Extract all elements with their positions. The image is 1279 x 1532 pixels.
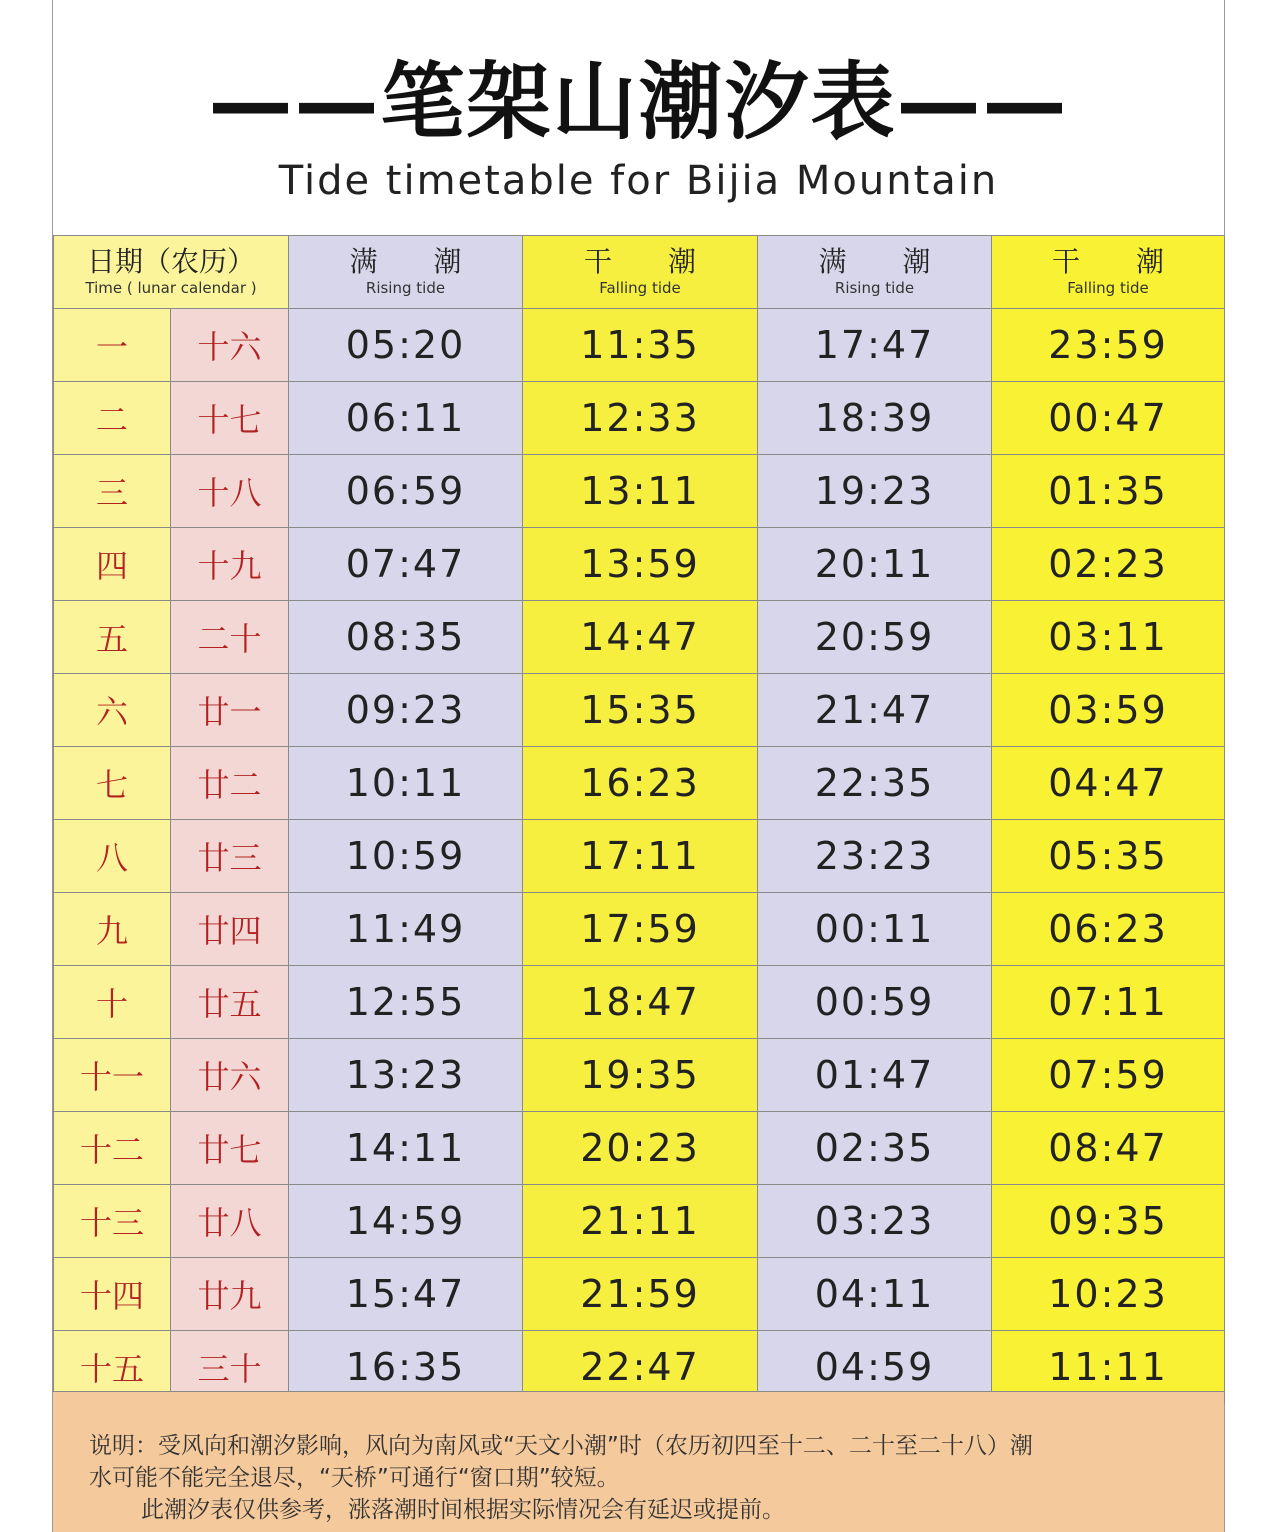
table-header-row [54,236,1225,309]
header-rising-2 [758,236,992,309]
falling-tide-1-cell-text: 18:47 [580,980,700,1024]
rising-tide-1-cell-text: 10:11 [345,761,466,805]
lunar-cell-text: 十八 [197,474,262,512]
page-subtitle: Tide timetable for Bijia Mountain [278,158,999,204]
falling-tide-1-cell [523,1112,758,1185]
falling-tide-1-cell [523,1185,758,1258]
lunar-cell-text: 三十 [197,1350,262,1388]
header-rising-cn: 满 潮 [818,245,931,278]
table-row [54,966,1225,1039]
table-row [54,309,1225,382]
falling-tide-1-cell [523,966,758,1039]
rising-tide-1-cell-text: 14:11 [345,1126,466,1170]
day-cell-text: 四 [95,547,128,585]
day-cell-text: 十一 [79,1058,144,1096]
rising-tide-1-cell [289,601,523,674]
lunar-cell-text: 廿四 [197,912,262,950]
lunar-cell [171,1039,289,1112]
rising-tide-1-cell-text: 05:20 [345,323,466,367]
rising-tide-2-cell [758,1112,992,1185]
table-row [54,1112,1225,1185]
rising-tide-1-cell [289,382,523,455]
lunar-cell-text: 廿七 [197,1131,262,1169]
falling-tide-2-cell-text: 05:35 [1048,834,1168,878]
falling-tide-1-cell [523,528,758,601]
falling-tide-2-cell-text: 01:35 [1048,469,1168,513]
rising-tide-1-cell [289,1185,523,1258]
falling-tide-1-cell-text: 21:11 [580,1199,700,1243]
rising-tide-2-cell-text: 20:59 [814,615,935,659]
rising-tide-2-cell-text: 00:11 [814,907,935,951]
table-row [54,1039,1225,1112]
falling-tide-2-cell-text: 06:23 [1048,907,1168,951]
rising-tide-2-cell-text: 18:39 [814,396,935,440]
rising-tide-2-cell [758,893,992,966]
falling-tide-1-cell [523,674,758,747]
falling-tide-2-cell-text: 11:11 [1048,1345,1168,1389]
falling-tide-2-cell [992,309,1225,382]
falling-tide-1-cell-text: 15:35 [580,688,700,732]
day-cell [54,674,171,747]
day-cell [54,528,171,601]
day-cell [54,601,171,674]
falling-tide-1-cell-text: 17:11 [580,834,700,878]
header-date-en: Time ( lunar calendar ) [85,279,257,297]
day-cell [54,455,171,528]
rising-tide-1-cell [289,1039,523,1112]
falling-tide-1-cell [523,601,758,674]
rising-tide-1-cell [289,820,523,893]
rising-tide-1-cell [289,893,523,966]
lunar-cell [171,601,289,674]
falling-tide-2-cell-text: 07:59 [1048,1053,1168,1097]
header-falling-cn: 干 潮 [583,245,696,278]
lunar-cell-text: 廿九 [197,1277,262,1315]
falling-tide-2-cell [992,1185,1225,1258]
lunar-cell-text: 廿二 [197,766,262,804]
rising-tide-2-cell [758,747,992,820]
day-cell [54,309,171,382]
lunar-cell [171,1185,289,1258]
day-cell-text: 五 [95,620,128,658]
lunar-cell [171,455,289,528]
falling-tide-1-cell [523,1258,758,1331]
lunar-cell-text: 廿八 [197,1204,262,1242]
table-row [54,1185,1225,1258]
header-date [54,236,289,309]
rising-tide-1-cell-text: 16:35 [345,1345,466,1389]
falling-tide-1-cell-text: 16:23 [580,761,700,805]
falling-tide-1-cell-text: 19:35 [580,1053,700,1097]
rising-tide-1-cell [289,1258,523,1331]
header-falling-en: Falling tide [599,279,681,297]
rising-tide-2-cell-text: 04:59 [814,1345,935,1389]
falling-tide-2-cell-text: 02:23 [1048,542,1168,586]
rising-tide-2-cell [758,1185,992,1258]
falling-tide-2-cell [992,674,1225,747]
table-row [54,1258,1225,1331]
falling-tide-2-cell-text: 08:47 [1048,1126,1168,1170]
falling-tide-1-cell [523,382,758,455]
lunar-cell-text: 十六 [197,328,262,366]
day-cell-text: 十三 [79,1204,144,1242]
lunar-cell [171,528,289,601]
rising-tide-1-cell-text: 09:23 [345,688,466,732]
rising-tide-1-cell [289,674,523,747]
falling-tide-1-cell-text: 13:59 [580,542,700,586]
lunar-cell [171,1112,289,1185]
falling-tide-2-cell-text: 23:59 [1048,323,1168,367]
day-cell-text: 一 [95,328,128,366]
lunar-cell [171,309,289,382]
day-cell [54,1112,171,1185]
falling-tide-2-cell [992,747,1225,820]
rising-tide-2-cell-text: 04:11 [814,1272,935,1316]
lunar-cell-text: 二十 [197,620,262,658]
header-date-cn: 日期（农历） [86,245,255,278]
falling-tide-2-cell [992,1258,1225,1331]
rising-tide-2-cell [758,528,992,601]
day-cell-text: 八 [95,839,128,877]
falling-tide-2-cell [992,528,1225,601]
header-falling-1 [523,236,758,309]
rising-tide-2-cell [758,601,992,674]
rising-tide-2-cell-text: 01:47 [814,1053,935,1097]
falling-tide-1-cell-text: 20:23 [580,1126,700,1170]
tide-table [53,235,1225,1404]
day-cell [54,382,171,455]
rising-tide-2-cell-text: 03:23 [814,1199,935,1243]
falling-tide-2-cell [992,601,1225,674]
day-cell [54,966,171,1039]
rising-tide-1-cell [289,966,523,1039]
falling-tide-2-cell-text: 03:59 [1048,688,1168,732]
rising-tide-2-cell [758,309,992,382]
header-falling-en: Falling tide [1067,279,1149,297]
rising-tide-1-cell-text: 10:59 [345,834,466,878]
rising-tide-2-cell-text: 19:23 [814,469,935,513]
tide-poster [52,0,1225,1532]
lunar-cell [171,966,289,1039]
rising-tide-2-cell-text: 20:11 [814,542,935,586]
lunar-cell-text: 十七 [197,401,262,439]
falling-tide-1-cell [523,455,758,528]
lunar-cell-text: 廿一 [197,693,262,731]
rising-tide-2-cell-text: 21:47 [814,688,935,732]
falling-tide-2-cell-text: 04:47 [1048,761,1168,805]
falling-tide-1-cell [523,820,758,893]
table-row [54,820,1225,893]
lunar-cell [171,820,289,893]
falling-tide-2-cell [992,1112,1225,1185]
rising-tide-2-cell-text: 22:35 [814,761,935,805]
rising-tide-2-cell-text: 17:47 [814,323,935,367]
table-row [54,893,1225,966]
rising-tide-2-cell-text: 23:23 [814,834,935,878]
rising-tide-2-cell-text: 02:35 [814,1126,935,1170]
falling-tide-2-cell [992,1039,1225,1112]
falling-tide-2-cell [992,455,1225,528]
falling-tide-1-cell-text: 13:11 [580,469,700,513]
falling-tide-1-cell-text: 12:33 [580,396,700,440]
title-area [53,0,1224,235]
day-cell-text: 十四 [79,1277,144,1315]
header-falling-cn: 干 潮 [1051,245,1164,278]
rising-tide-1-cell-text: 07:47 [345,542,466,586]
day-cell [54,1258,171,1331]
table-row [54,455,1225,528]
rising-tide-2-cell [758,820,992,893]
note-line-3: 此潮汐表仅供参考，涨落潮时间根据实际情况会有延迟或提前。 [141,1497,785,1523]
falling-tide-1-cell-text: 22:47 [580,1345,700,1389]
header-rising-1 [289,236,523,309]
day-cell-text: 十二 [79,1131,144,1169]
falling-tide-2-cell-text: 10:23 [1048,1272,1168,1316]
rising-tide-2-cell [758,1039,992,1112]
rising-tide-1-cell [289,309,523,382]
falling-tide-2-cell [992,893,1225,966]
lunar-cell-text: 廿六 [197,1058,262,1096]
note-box [53,1391,1224,1532]
lunar-cell [171,674,289,747]
day-cell-text: 七 [95,766,128,804]
falling-tide-2-cell-text: 09:35 [1048,1199,1168,1243]
rising-tide-2-cell [758,455,992,528]
day-cell-text: 二 [95,401,128,439]
rising-tide-1-cell-text: 06:59 [345,469,466,513]
page-title: ——笔架山潮汐表—— [208,53,1069,151]
day-cell-text: 六 [95,693,128,731]
day-cell [54,893,171,966]
lunar-cell-text: 廿五 [197,985,262,1023]
falling-tide-1-cell [523,1039,758,1112]
tide-table-body [54,309,1225,1404]
falling-tide-1-cell [523,747,758,820]
lunar-cell [171,382,289,455]
rising-tide-1-cell [289,455,523,528]
header-rising-en: Rising tide [834,279,915,297]
rising-tide-1-cell [289,1112,523,1185]
rising-tide-1-cell-text: 14:59 [345,1199,466,1243]
falling-tide-1-cell-text: 17:59 [580,907,700,951]
falling-tide-1-cell [523,893,758,966]
rising-tide-2-cell [758,674,992,747]
day-cell [54,1039,171,1112]
table-row [54,674,1225,747]
rising-tide-1-cell-text: 11:49 [345,907,466,951]
note-line-2: 水可能不能完全退尽，“天桥”可通行“窗口期”较短。 [89,1465,620,1491]
day-cell-text: 三 [95,474,128,512]
falling-tide-2-cell [992,382,1225,455]
falling-tide-1-cell-text: 21:59 [580,1272,700,1316]
falling-tide-2-cell [992,966,1225,1039]
header-rising-cn: 满 潮 [349,245,462,278]
falling-tide-2-cell [992,820,1225,893]
falling-tide-2-cell-text: 03:11 [1048,615,1168,659]
day-cell-text: 九 [95,912,128,950]
rising-tide-2-cell [758,966,992,1039]
rising-tide-1-cell [289,747,523,820]
falling-tide-1-cell-text: 11:35 [580,323,700,367]
rising-tide-2-cell [758,1258,992,1331]
rising-tide-1-cell [289,528,523,601]
day-cell-text: 十五 [79,1350,144,1388]
rising-tide-1-cell-text: 13:23 [345,1053,466,1097]
lunar-cell-text: 十九 [197,547,262,585]
day-cell [54,820,171,893]
day-cell-text: 十 [95,985,128,1023]
falling-tide-1-cell-text: 14:47 [580,615,700,659]
falling-tide-1-cell [523,309,758,382]
lunar-cell [171,893,289,966]
rising-tide-1-cell-text: 12:55 [345,980,466,1024]
rising-tide-2-cell-text: 00:59 [814,980,935,1024]
table-row [54,747,1225,820]
day-cell [54,1185,171,1258]
note-line-1: 说明：受风向和潮汐影响，风向为南风或“天文小潮”时（农历初四至十二、二十至二十八）潮 [89,1433,1033,1459]
lunar-cell [171,747,289,820]
rising-tide-1-cell-text: 08:35 [345,615,466,659]
falling-tide-2-cell-text: 00:47 [1048,396,1168,440]
header-rising-en: Rising tide [365,279,446,297]
rising-tide-1-cell-text: 06:11 [345,396,466,440]
lunar-cell [171,1258,289,1331]
falling-tide-2-cell-text: 07:11 [1048,980,1168,1024]
lunar-cell-text: 廿三 [197,839,262,877]
header-falling-2 [992,236,1225,309]
rising-tide-1-cell-text: 15:47 [345,1272,466,1316]
table-row [54,528,1225,601]
table-row [54,382,1225,455]
rising-tide-2-cell [758,382,992,455]
table-row [54,601,1225,674]
day-cell [54,747,171,820]
